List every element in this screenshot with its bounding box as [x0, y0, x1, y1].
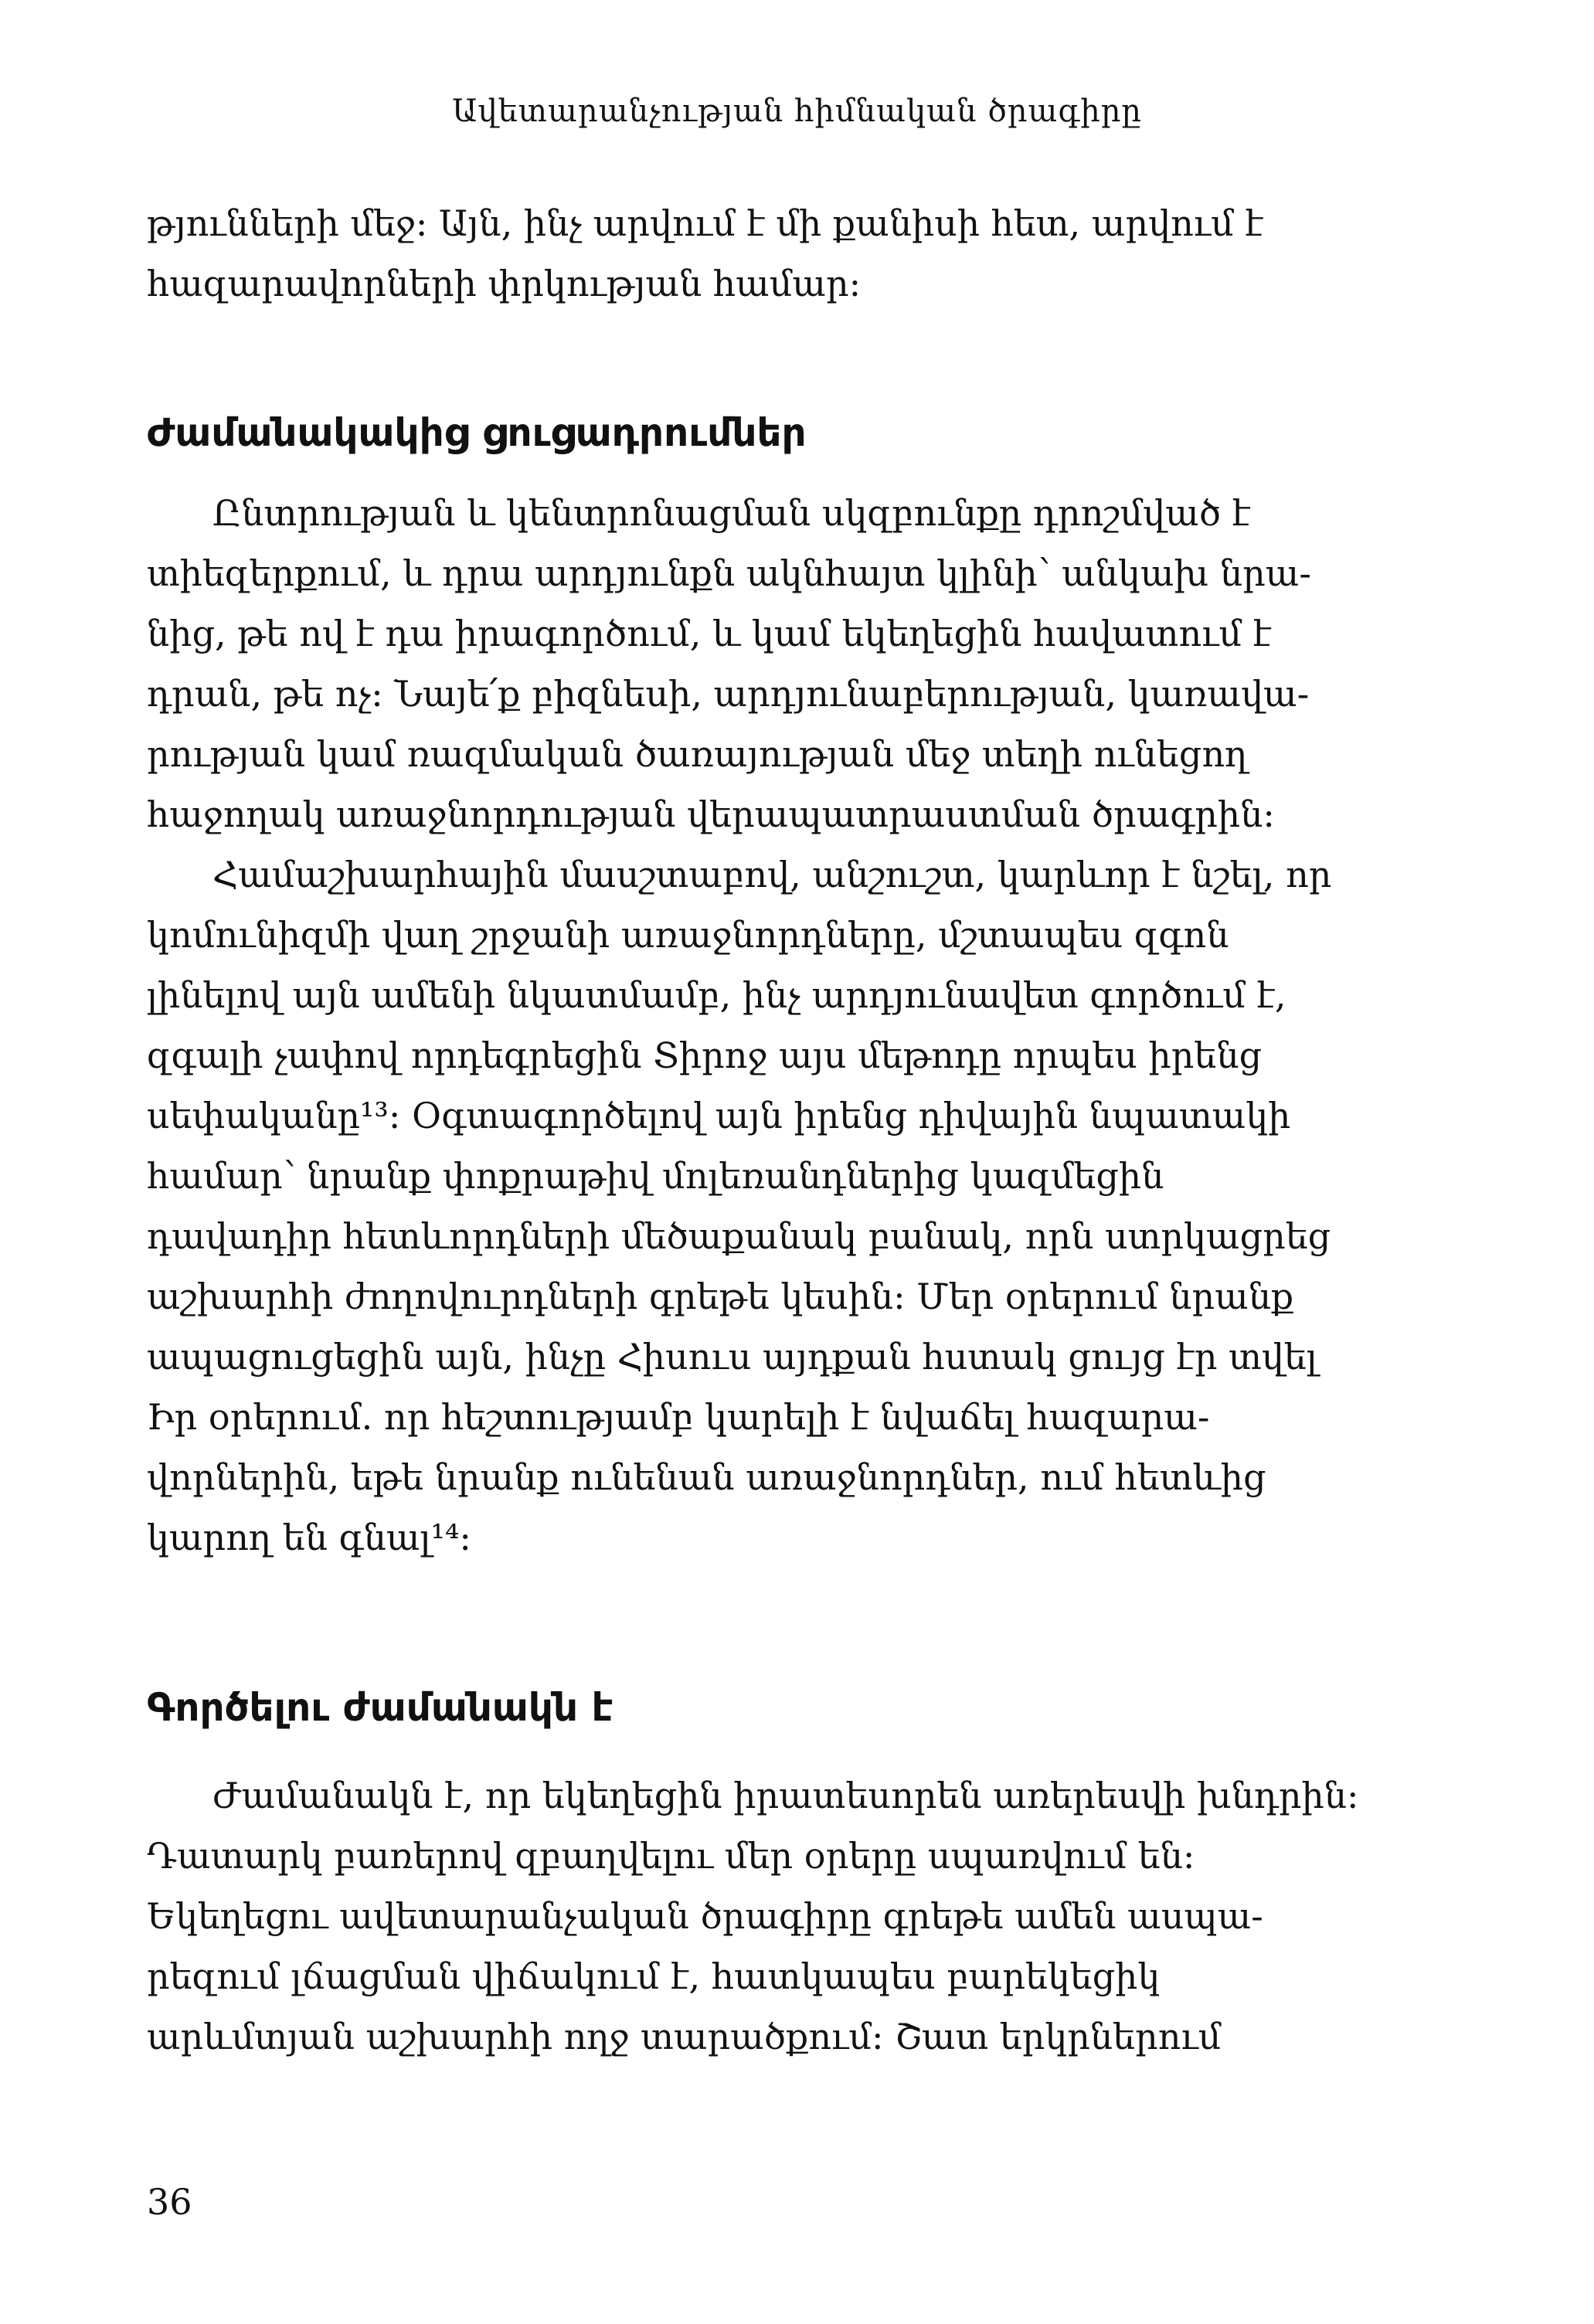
text-line: Համաշխարհային մասշտաբով, անշուշտ, կարևոր է նշել, որ [212, 854, 1332, 895]
text-line: արևմտյան աշխարհի ողջ տարածքում: Շատ երկրներում [147, 2016, 1222, 2057]
text-line: համար՝ նրանք փոքրաթիվ մոլեռանդներից կազմեցին [147, 1155, 1164, 1197]
intro-text [147, 193, 1453, 314]
text-line: րության կամ ռազմական ծառայության մեջ տեղի ունեցող [147, 733, 1248, 775]
text-line: Ժամանակն է, որ եկեղեցին իրատեսորեն առերեսվի խնդրին: [212, 1775, 1359, 1816]
running-header: Ավետարանչության հիմնական ծրագիրը [452, 93, 1142, 129]
section-heading: Գործելու ժամանակն է [147, 1685, 613, 1730]
section2-body [147, 1765, 1453, 2067]
text-line: կարող են գնալ¹⁴: [147, 1517, 471, 1558]
page-number: 36 [147, 2181, 192, 2223]
text-line: Եկեղեցու ավետարանչական ծրագիրը գրեթե ամեն ասպա- [147, 1895, 1263, 1937]
text-line: դավադիր հետևորդների մեծաքանակ բանակ, որն ստրկացրեց [147, 1215, 1331, 1257]
text-line: սեփականը¹³: Օգտագործելով այն իրենց դիվային նպատակի [147, 1095, 1291, 1137]
text-line: դրան, թե ոչ: Նայե՛ք բիզնեսի, արդյունաբերության, կառավա- [147, 673, 1310, 715]
text-line: հաջողակ առաջնորդության վերապատրաստման ծրագրին: [147, 793, 1275, 835]
text-line: Ընտրության և կենտրոնացման սկզբունքը դրոշմված է [212, 492, 1251, 534]
text-line: ապացուցեցին այն, ինչը Հիսուս այդքան հստակ ցույց էր տվել [147, 1336, 1317, 1378]
text-line: հազարավորների փրկության համար: [147, 263, 862, 304]
section1-body [147, 483, 1453, 1568]
text-line: լինելով այն ամենի նկատմամբ, ինչ արդյունավետ գործում է, [147, 974, 1286, 1016]
text-line: Իր օրերում. որ հեշտությամբ կարելի է նվաճել հազարա- [147, 1396, 1210, 1438]
text-line: նից, թե ով է դա իրագործում, և կամ եկեղեցին հավատում է [147, 613, 1272, 654]
text-line: Դատարկ բառերով զբաղվելու մեր օրերը սպառվում են: [147, 1835, 1195, 1877]
text-line: րեզում լճացման վիճակում է, հատկապես բարեկեցիկ [147, 1955, 1161, 1997]
section-heading: Ժամանակակից ցուցադրումներ [147, 410, 807, 455]
text-line: կոմունիզմի վաղ շրջանի առաջնորդները, մշտապես զգոն [147, 914, 1229, 956]
text-line: տիեզերքում, և դրա արդյունքն ակնհայտ կլինի՝ անկախ նրա- [147, 552, 1311, 594]
text-line: զգալի չափով որդեգրեցին Տիրոջ այս մեթոդը որպես իրենց [147, 1035, 1263, 1076]
text-line: աշխարհի ժողովուրդների գրեթե կեսին: Մեր օրերում նրանք [147, 1276, 1294, 1317]
text-line: վորներին, եթե նրանք ունենան առաջնորդներ, ում հետևից [147, 1456, 1266, 1498]
text-line: թյունների մեջ: Այն, ինչ արվում է մի քանիսի հետ, արվում է [147, 202, 1263, 244]
